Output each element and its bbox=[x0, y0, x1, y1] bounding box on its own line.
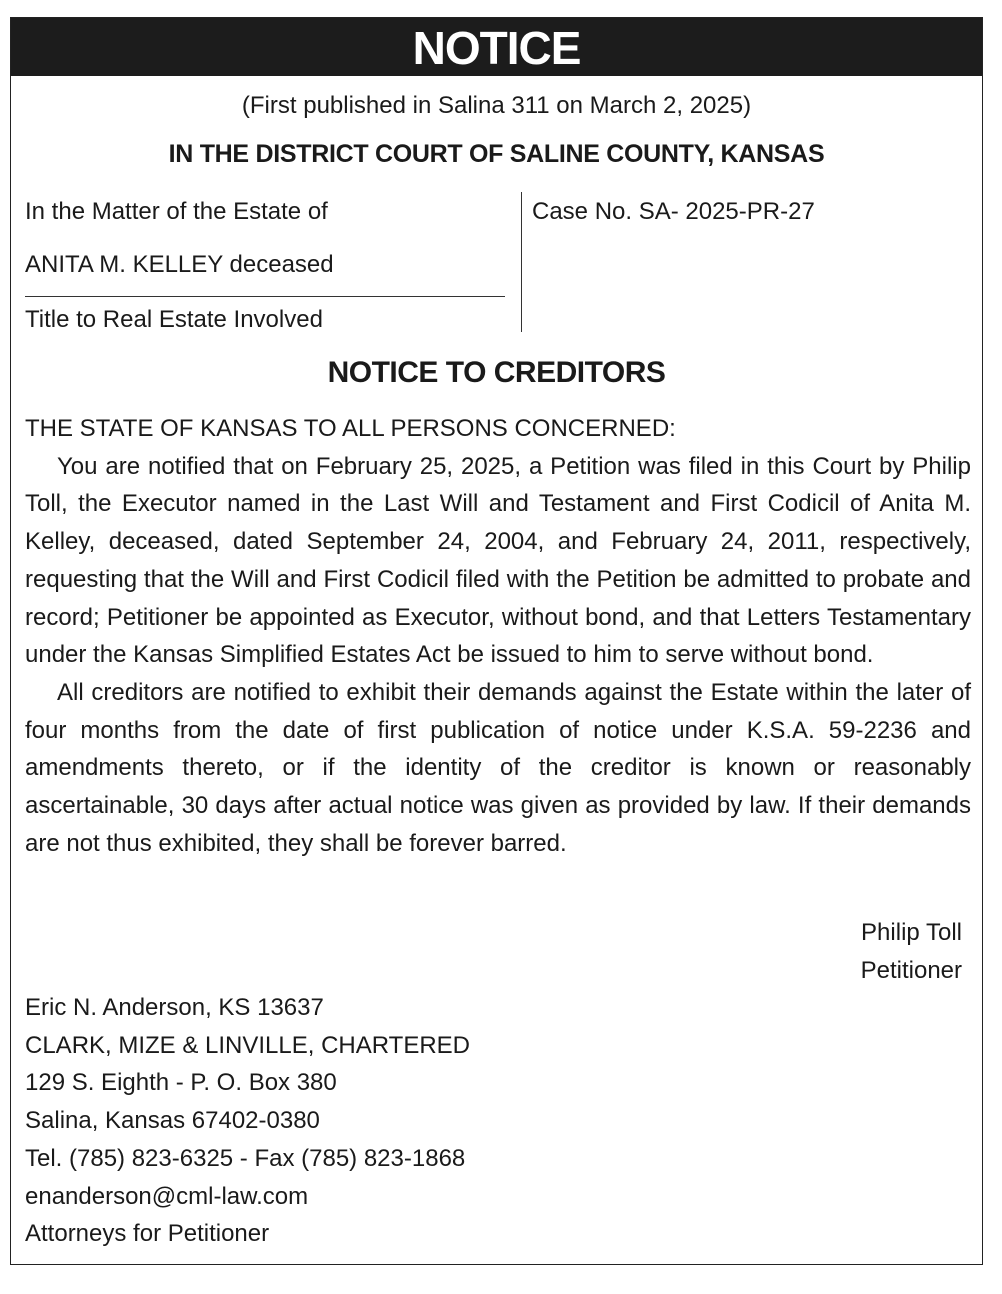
body-paragraph: You are notified that on February 25, 2025, a Petition was filed in this Court by Philip Toll, the Executor named in the Last Will and Testament and First Codicil of Anita M. Kelley, deceased, dated September 24, 2004, and February 24, 2011, respectively, requesting that the Will and First Codicil filed with the Petition be admitted to probate and record; Petitioner be appointed as Executor, without bond, and that Letters Testamentary under the Kansas Simplified Estates Act be issued to him to serve without bond. bbox=[25, 452, 971, 669]
notice-heading: NOTICE TO CREDITORS bbox=[327, 356, 666, 389]
publication-line: (First published in Salina 311 on March 2, 2025) bbox=[241, 92, 752, 119]
signature-block bbox=[861, 914, 962, 989]
attorney-block bbox=[25, 989, 470, 1253]
caption-rule bbox=[25, 296, 505, 297]
court-title: IN THE DISTRICT COURT OF SALINE COUNTY, KANSAS bbox=[168, 140, 825, 168]
attorney-role: Attorneys for Petitioner bbox=[25, 1220, 270, 1248]
petitioner-name: Philip Toll bbox=[861, 919, 962, 946]
address-line-1: 129 S. Eighth - P. O. Box 380 bbox=[25, 1069, 337, 1097]
decedent-name: ANITA M. KELLEY deceased bbox=[25, 251, 334, 278]
case-number: Case No. SA- 2025-PR-27 bbox=[532, 198, 815, 225]
salutation: THE STATE OF KANSAS TO ALL PERSONS CONCERNED: bbox=[25, 415, 676, 442]
notice-body bbox=[25, 410, 971, 862]
email-address: enanderson@cml-law.com bbox=[25, 1182, 309, 1210]
body-paragraph: All creditors are notified to exhibit their demands against the Estate within the later of four months from the date of first publication of notice under K.S.A. 59-2236 and amendments thereto, or if the identity of the creditor is known or reasonably ascertainable, 30 days after actual notice was given as provided by law. If their demands are not thus exhibited, they shall be forever barred. bbox=[25, 678, 971, 857]
law-firm: CLARK, MIZE & LINVILLE, CHARTERED bbox=[25, 1031, 471, 1059]
address-line-2: Salina, Kansas 67402-0380 bbox=[25, 1107, 320, 1135]
notice-banner: NOTICE bbox=[11, 18, 982, 76]
phone-fax: Tel. (785) 823-6325 - Fax (785) 823-1868 bbox=[25, 1144, 466, 1172]
caption-divider bbox=[521, 192, 522, 332]
estate-matter: In the Matter of the Estate of bbox=[25, 198, 328, 225]
real-estate-note: Title to Real Estate Involved bbox=[25, 306, 323, 333]
petitioner-role: Petitioner bbox=[860, 956, 962, 984]
attorney-name: Eric N. Anderson, KS 13637 bbox=[25, 994, 324, 1021]
notice-frame bbox=[10, 17, 983, 1265]
case-caption bbox=[25, 192, 970, 332]
